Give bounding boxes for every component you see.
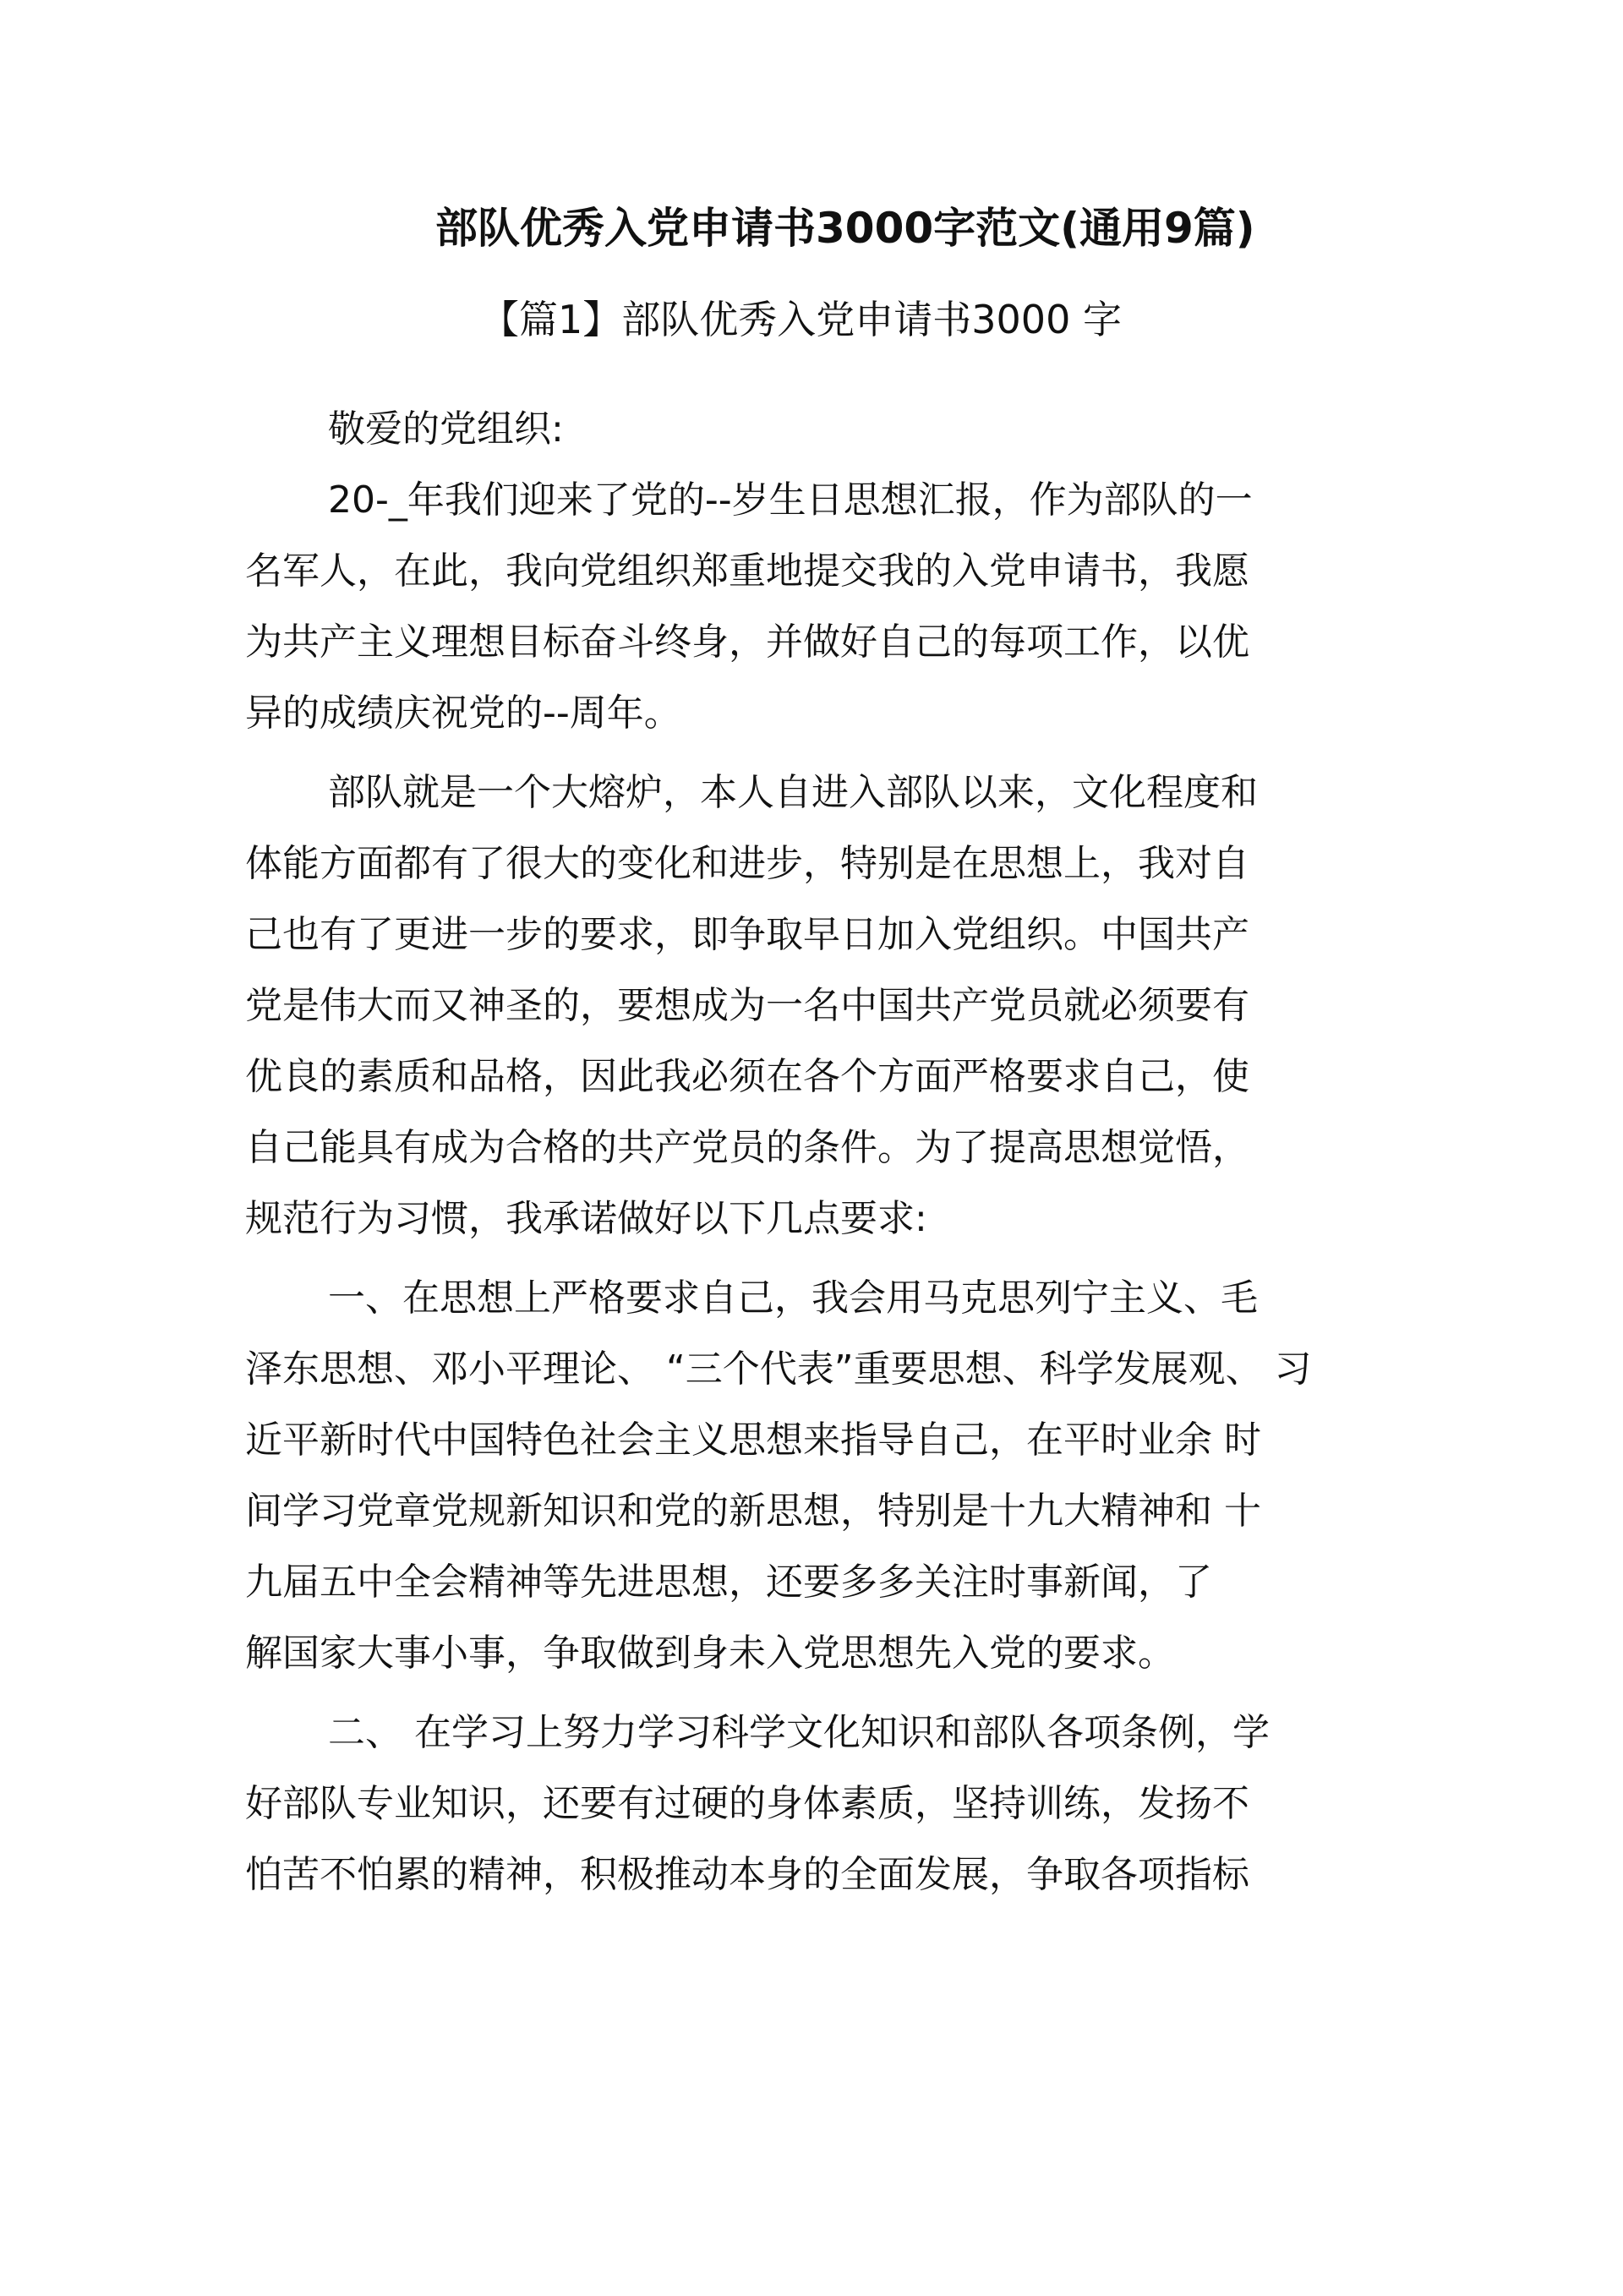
text-line: 好部队专业知识，还要有过硬的身体素质，坚持训练，发扬不 [245, 1782, 1249, 1825]
text-line: 九届五中全会精神等先进思想，还要多多关注时事新闻，了 [245, 1561, 1212, 1604]
text-line: 近平新时代中国特色社会主义思想来指导自己，在平时业余 时 [245, 1419, 1261, 1462]
text-line: 规范行为习惯，我承诺做好以下几点要求: [245, 1197, 927, 1240]
text-line: 二、 在学习上努力学习科学文化知识和部队各项条例，学 [328, 1711, 1270, 1754]
paragraph-2 [245, 757, 1412, 1255]
paragraph-1 [245, 465, 1412, 749]
paragraph-4 [245, 1697, 1412, 1911]
text-line: 一、在思想上严格要求自己，我会用马克思列宁主义、毛 [328, 1276, 1258, 1320]
text-line: 间学习党章党规新知识和党的新思想，特别是十九大精神和 十 [245, 1490, 1261, 1533]
salutation: 敬爱的党组织: [328, 407, 564, 451]
text-line: 怕苦不怕累的精神，积极推动本身的全面发展，争取各项指标 [245, 1853, 1249, 1896]
text-line: 异的成绩庆祝党的--周年。 [245, 692, 681, 735]
text-line: 体能方面都有了很大的变化和进步，特别是在思想上，我对自 [245, 842, 1249, 885]
text-line: 为共产主义理想目标奋斗终身，并做好自己的每项工作，以优 [245, 620, 1249, 664]
text-line: 党是伟大而又神圣的，要想成为一名中国共产党员就必须要有 [245, 984, 1249, 1027]
text-line: 解国家大事小事，争取做到身未入党思想先入党的要求。 [245, 1632, 1175, 1675]
document-body [245, 394, 1412, 1919]
text-line: 己也有了更进一步的要求，即争取早日加入党组织。中国共产 [245, 913, 1249, 956]
text-line: 优良的素质和品格，因此我必须在各个方面严格要求自己，使 [245, 1055, 1249, 1098]
paragraph-3 [245, 1263, 1412, 1689]
text-line: 自己能具有成为合格的共产党员的条件。为了提高思想觉悟， [245, 1126, 1249, 1169]
text-line: 名军人，在此，我向党组织郑重地提交我的入党申请书，我愿 [245, 549, 1249, 593]
document-subtitle: 【篇1】部队优秀入党申请书3000 字 [480, 297, 1122, 342]
text-line: 20-_年我们迎来了党的--岁生日思想汇报，作为部队的一 [328, 478, 1253, 522]
text-line: 泽东思想、邓小平理论、 “三个代表”重要思想、科学发展观、 习 [245, 1348, 1312, 1391]
text-line: 部队就是一个大熔炉，本人自进入部队以来，文化程度和 [328, 771, 1258, 814]
document-title: 部队优秀入党申请书3000字范文(通用9篇) [435, 204, 1255, 253]
